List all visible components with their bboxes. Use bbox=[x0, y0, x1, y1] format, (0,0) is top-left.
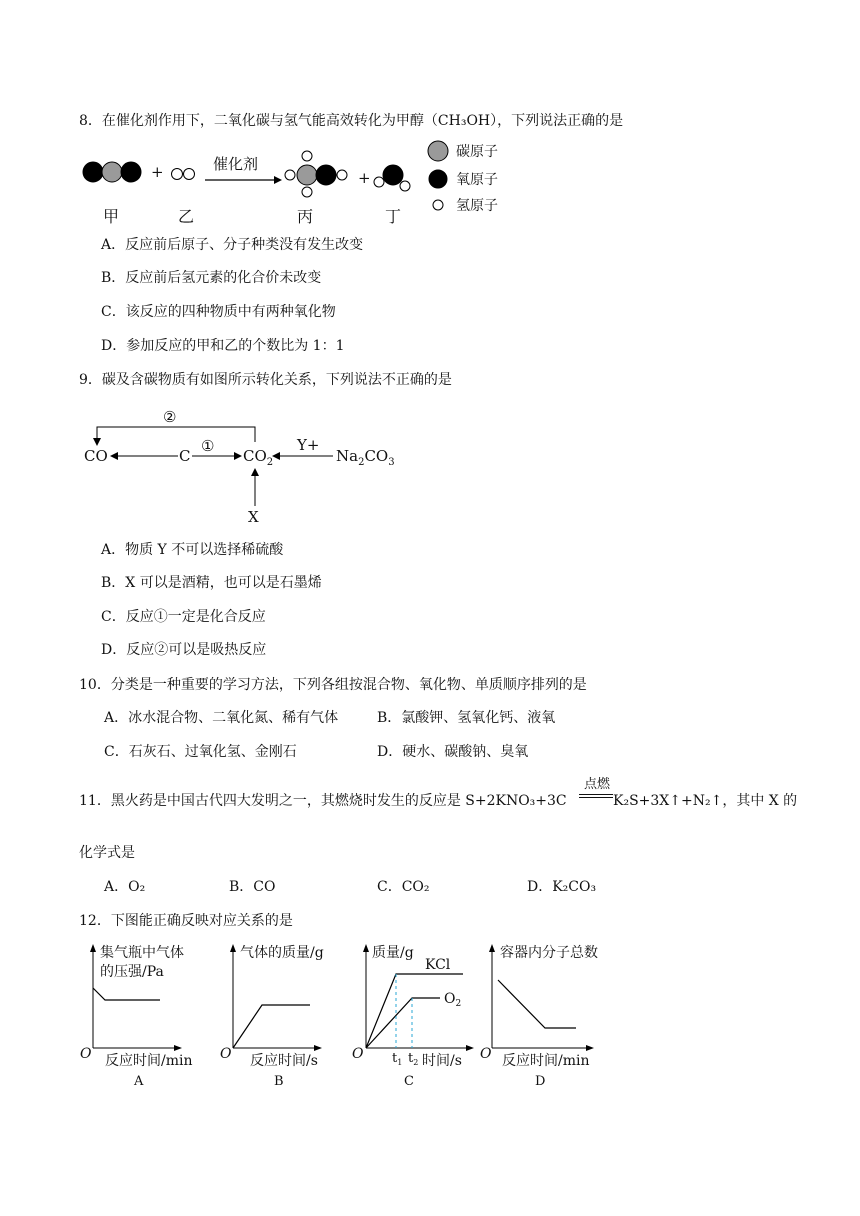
graph-d bbox=[480, 944, 598, 1089]
q8-stem: 8．在催化剂作用下，二氧化碳与氢气能高效转化为甲醇（CH₃OH），下列说法正确的是 bbox=[79, 113, 624, 129]
legend-oxygen-icon bbox=[429, 170, 447, 188]
graph-a-ylabel1: 集气瓶中气体 bbox=[100, 945, 184, 961]
node-na2co3: $Na_2CO_3$ bbox=[336, 447, 395, 468]
q11-option-a: A．O₂ bbox=[104, 879, 146, 895]
oxygen-atom bbox=[316, 165, 336, 185]
graph-c-origin: O bbox=[352, 1046, 364, 1062]
node-co: CO bbox=[84, 447, 108, 465]
q8-option-a: A．反应前后原子、分子种类没有发生改变 bbox=[101, 237, 364, 253]
legend bbox=[428, 141, 498, 214]
q10-option-b: B．氯酸钾、氢氧化钙、液氧 bbox=[377, 710, 556, 726]
graph-d-curve bbox=[498, 980, 576, 1028]
hydrogen-atom bbox=[302, 151, 312, 161]
oxygen-atom bbox=[121, 162, 141, 182]
q10-option-c: C．石灰石、过氧化氢、金刚石 bbox=[104, 744, 297, 760]
graph-c-t1: $t_1$ bbox=[392, 1051, 403, 1067]
legend-oxygen-label: 氧原子 bbox=[456, 172, 498, 188]
graph-c-series1: KCl bbox=[425, 957, 451, 973]
label-jia: 甲 bbox=[103, 207, 120, 226]
q8-option-d: D．参加反应的甲和乙的个数比为 1：1 bbox=[101, 338, 345, 354]
legend-carbon-label: 碳原子 bbox=[456, 144, 498, 160]
label-reaction-2: ② bbox=[163, 408, 177, 426]
graph-b-curve bbox=[233, 1005, 310, 1048]
hydrogen-atom bbox=[302, 187, 312, 197]
graph-a-ylabel2: 的压强/Pa bbox=[100, 964, 164, 980]
graph-c bbox=[352, 945, 470, 1089]
hydrogen-atom bbox=[172, 169, 183, 180]
graph-c-letter: C bbox=[404, 1074, 414, 1089]
graph-c-ylabel1: 质量/g bbox=[372, 945, 414, 961]
plus-sign-1: + bbox=[151, 163, 164, 181]
carbon-atom bbox=[297, 165, 317, 185]
node-c: C bbox=[179, 447, 191, 465]
arrow-head-icon bbox=[251, 468, 259, 476]
q12-stem: 12．下图能正确反映对应关系的是 bbox=[79, 913, 293, 929]
reaction-2-path bbox=[97, 427, 255, 442]
q12-graphs bbox=[0, 940, 860, 1100]
carbon-atom bbox=[102, 162, 122, 182]
q9-stem: 9．碳及含碳物质有如图所示转化关系，下列说法不正确的是 bbox=[79, 372, 452, 388]
q11-option-b: B．CO bbox=[229, 879, 276, 895]
graph-b bbox=[220, 944, 324, 1089]
oxygen-atom bbox=[383, 165, 403, 185]
node-co2: $CO_2$ bbox=[243, 447, 274, 468]
q8-option-b: B．反应前后氢元素的化合价未改变 bbox=[101, 270, 322, 286]
hydrogen-atom bbox=[337, 170, 347, 180]
molecule-ding bbox=[374, 165, 410, 191]
arrow-head-icon bbox=[234, 452, 242, 460]
q11-stem-line2: 化学式是 bbox=[79, 845, 135, 861]
arrow-head-icon bbox=[110, 452, 118, 460]
hydrogen-atom bbox=[184, 169, 195, 180]
arrow-head-icon bbox=[272, 452, 280, 460]
q8-molecule-diagram bbox=[0, 145, 860, 245]
label-ding: 丁 bbox=[385, 207, 402, 226]
q11-condition: 点燃 bbox=[583, 777, 610, 792]
label-yi: 乙 bbox=[178, 207, 195, 226]
graph-d-xlabel: 反应时间/min bbox=[502, 1053, 590, 1069]
q8-option-c: C．该反应的四种物质中有两种氧化物 bbox=[101, 304, 336, 320]
legend-hydrogen-label: 氢原子 bbox=[456, 198, 498, 214]
molecule-yi bbox=[172, 169, 195, 180]
q11-stem-after: K₂S+3X↑+N₂↑，其中 X 的 bbox=[613, 793, 798, 809]
graph-d-origin: O bbox=[480, 1046, 492, 1062]
hydrogen-atom bbox=[374, 177, 384, 187]
graph-a-xlabel: 反应时间/min bbox=[105, 1053, 193, 1069]
q11-option-c: C．CO₂ bbox=[377, 879, 430, 895]
graph-b-ylabel1: 气体的质量/g bbox=[240, 945, 324, 961]
q11-equals-bar bbox=[579, 794, 613, 798]
graph-c-o2-curve bbox=[366, 998, 440, 1048]
q9-option-b: B．X 可以是酒精，也可以是石墨烯 bbox=[101, 575, 322, 591]
graph-b-letter: B bbox=[274, 1074, 284, 1089]
arrow-catalyst-label: 催化剂 bbox=[213, 155, 259, 173]
graph-b-origin: O bbox=[220, 1046, 232, 1062]
graph-c-kcl-curve bbox=[366, 974, 463, 1048]
q9-option-c: C．反应①一定是化合反应 bbox=[101, 609, 266, 625]
q11-option-d: D．K₂CO₃ bbox=[527, 879, 597, 895]
graph-c-xlabel: 时间/s bbox=[422, 1053, 462, 1069]
arrow-head-icon bbox=[93, 438, 101, 446]
graph-c-series2: $O_2$ bbox=[444, 991, 462, 1009]
plus-sign-2: + bbox=[358, 169, 371, 187]
q9-option-a: A．物质 Y 不可以选择稀硫酸 bbox=[101, 542, 284, 558]
node-x: X bbox=[248, 508, 259, 526]
hydrogen-atom bbox=[400, 181, 410, 191]
label-bing: 丙 bbox=[297, 207, 314, 226]
graph-d-letter: D bbox=[535, 1074, 546, 1089]
q10-stem: 10．分类是一种重要的学习方法，下列各组按混合物、氧化物、单质顺序排列的是 bbox=[79, 677, 587, 693]
molecule-jia bbox=[83, 162, 141, 182]
graph-a-curve bbox=[93, 988, 160, 1000]
q10-option-a: A．冰水混合物、二氧化氮、稀有气体 bbox=[104, 710, 339, 726]
q9-option-d: D．反应②可以是吸热反应 bbox=[101, 642, 267, 658]
oxygen-atom bbox=[83, 162, 103, 182]
graph-a bbox=[80, 944, 193, 1089]
q10-option-d: D．硬水、碳酸钠、臭氧 bbox=[377, 744, 529, 760]
q11-stem-before: 11．黑火药是中国古代四大发明之一，其燃烧时发生的反应是 S+2KNO₃+3C bbox=[79, 793, 567, 809]
label-reaction-1: ① bbox=[201, 437, 215, 455]
legend-carbon-icon bbox=[428, 141, 448, 161]
graph-c-t2: $t_2$ bbox=[408, 1051, 419, 1067]
label-y-plus: Y+ bbox=[297, 436, 320, 454]
graph-a-letter: A bbox=[134, 1074, 144, 1089]
graph-a-origin: O bbox=[80, 1046, 92, 1062]
arrow-head-icon bbox=[274, 176, 282, 184]
graph-d-ylabel1: 容器内分子总数 bbox=[500, 945, 598, 961]
molecule-bing bbox=[285, 151, 347, 197]
hydrogen-atom bbox=[285, 170, 295, 180]
q9-conversion-diagram bbox=[0, 400, 860, 530]
graph-b-xlabel: 反应时间/s bbox=[250, 1053, 318, 1069]
legend-hydrogen-icon bbox=[433, 200, 443, 210]
